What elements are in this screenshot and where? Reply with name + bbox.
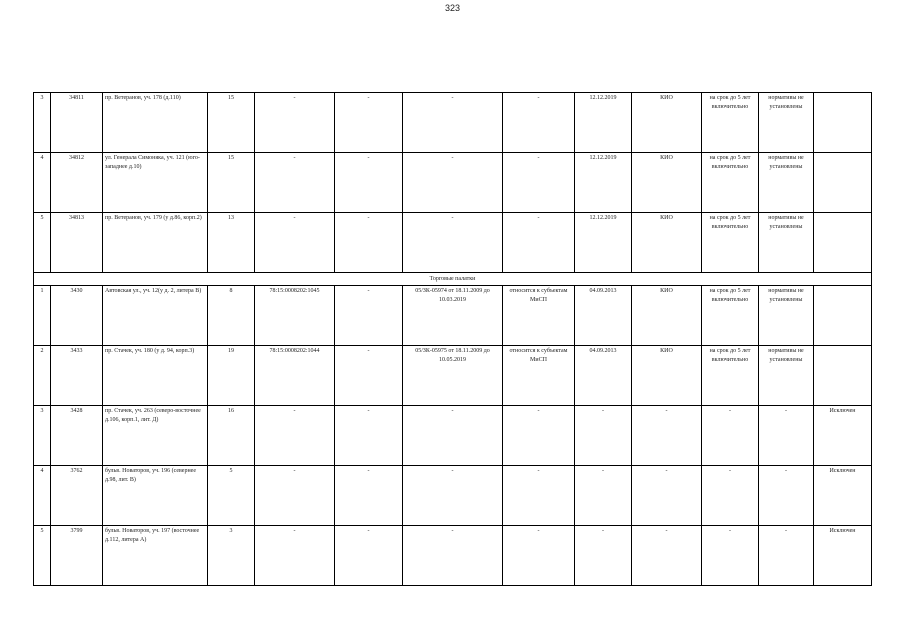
- cell-note: [814, 93, 872, 153]
- cell-date: 12.12.2019: [575, 153, 632, 213]
- cell-address: бульв. Новаторов, уч. 196 (севернее д.98, лит. В): [103, 466, 208, 526]
- cell-subject-status: -: [503, 406, 575, 466]
- cell-date: 04.09.2013: [575, 286, 632, 346]
- cell-column-5: -: [335, 346, 403, 406]
- table-row: [34, 213, 872, 273]
- document-table: [33, 92, 872, 586]
- cell-area: 13: [208, 213, 255, 273]
- cell-document: -: [403, 526, 503, 586]
- cell-note: Исключен: [814, 406, 872, 466]
- cell-organization: -: [632, 406, 702, 466]
- cell-norm: нормативы не установлены: [759, 153, 814, 213]
- cell-date: 12.12.2019: [575, 213, 632, 273]
- cell-term: на срок до 5 лет включительно: [702, 286, 759, 346]
- cell-area: 19: [208, 346, 255, 406]
- cell-document: -: [403, 153, 503, 213]
- cell-area: 15: [208, 93, 255, 153]
- section-title: Торговые палатки: [34, 273, 872, 286]
- cell-area: 3: [208, 526, 255, 586]
- cell-address: пр. Стачек, уч. 263 (северо-восточнее д.106, корп.1, лит. Д): [103, 406, 208, 466]
- cell-document: 05/ЗК-05974 от 18.11.2009 до 10.03.2019: [403, 286, 503, 346]
- cell-subject-status: относится к субъектам МиСП: [503, 286, 575, 346]
- cell-note: [814, 286, 872, 346]
- cell-area: 15: [208, 153, 255, 213]
- cell-cadastral-number: 78:15:0008202:1044: [255, 346, 335, 406]
- cell-subject-status: -: [503, 213, 575, 273]
- table-row: [34, 526, 872, 586]
- cell-term: -: [702, 466, 759, 526]
- cell-row-number: 2: [34, 346, 51, 406]
- cell-column-5: -: [335, 406, 403, 466]
- cell-note: [814, 153, 872, 213]
- cell-address: бульв. Новаторов, уч. 197 (восточнее д.112, литера А): [103, 526, 208, 586]
- cell-cadastral-number: 78:15:0008202:1045: [255, 286, 335, 346]
- cell-date: -: [575, 466, 632, 526]
- cell-area: 5: [208, 466, 255, 526]
- cell-date: -: [575, 526, 632, 586]
- cell-date: -: [575, 406, 632, 466]
- cell-term: на срок до 5 лет включительно: [702, 153, 759, 213]
- cell-document: -: [403, 93, 503, 153]
- cell-note: Исключен: [814, 466, 872, 526]
- cell-subject-status: -: [503, 526, 575, 586]
- cell-row-number: 1: [34, 286, 51, 346]
- cell-organization: КИО: [632, 286, 702, 346]
- cell-norm: нормативы не установлены: [759, 213, 814, 273]
- cell-subject-status: -: [503, 153, 575, 213]
- cell-column-5: -: [335, 526, 403, 586]
- cell-norm: -: [759, 526, 814, 586]
- cell-object-code: 3430: [51, 286, 103, 346]
- cell-column-5: -: [335, 93, 403, 153]
- cell-norm: -: [759, 466, 814, 526]
- cell-object-code: 34812: [51, 153, 103, 213]
- cell-area: 16: [208, 406, 255, 466]
- cell-term: на срок до 5 лет включительно: [702, 213, 759, 273]
- cell-norm: нормативы не установлены: [759, 286, 814, 346]
- cell-cadastral-number: -: [255, 406, 335, 466]
- cell-cadastral-number: -: [255, 526, 335, 586]
- cell-organization: КИО: [632, 93, 702, 153]
- cell-document: -: [403, 213, 503, 273]
- cell-area: 8: [208, 286, 255, 346]
- cell-object-code: 34811: [51, 93, 103, 153]
- cell-address: пр. Ветеранов, уч. 178 (д.110): [103, 93, 208, 153]
- cell-cadastral-number: -: [255, 93, 335, 153]
- cell-object-code: 3428: [51, 406, 103, 466]
- cell-row-number: 5: [34, 526, 51, 586]
- section-header-row: [34, 273, 872, 286]
- table-row: [34, 286, 872, 346]
- cell-subject-status: относится к субъектам МиСП: [503, 346, 575, 406]
- cell-note: Исключен: [814, 526, 872, 586]
- cell-address: ул. Генерала Симоняка, уч. 121 (юго-западнее д.10): [103, 153, 208, 213]
- cell-object-code: 3762: [51, 466, 103, 526]
- cell-norm: -: [759, 406, 814, 466]
- table-row: [34, 346, 872, 406]
- cell-organization: -: [632, 526, 702, 586]
- cell-object-code: 3799: [51, 526, 103, 586]
- cell-norm: нормативы не установлены: [759, 346, 814, 406]
- cell-address: Автовская ул., уч. 12(у д. 2, литера В): [103, 286, 208, 346]
- cell-document: -: [403, 466, 503, 526]
- cell-row-number: 5: [34, 213, 51, 273]
- cell-document: -: [403, 406, 503, 466]
- cell-organization: -: [632, 466, 702, 526]
- cell-column-5: -: [335, 286, 403, 346]
- table-row: [34, 466, 872, 526]
- cell-organization: КИО: [632, 346, 702, 406]
- page-number: 323: [444, 3, 461, 13]
- cell-object-code: 34813: [51, 213, 103, 273]
- cell-date: 12.12.2019: [575, 93, 632, 153]
- cell-column-5: -: [335, 213, 403, 273]
- cell-norm: нормативы не установлены: [759, 93, 814, 153]
- cell-organization: КИО: [632, 213, 702, 273]
- cell-term: -: [702, 406, 759, 466]
- cell-cadastral-number: -: [255, 466, 335, 526]
- table-row: [34, 153, 872, 213]
- cell-column-5: -: [335, 153, 403, 213]
- cell-term: на срок до 5 лет включительно: [702, 346, 759, 406]
- cell-row-number: 4: [34, 466, 51, 526]
- cell-note: [814, 346, 872, 406]
- cell-note: [814, 213, 872, 273]
- cell-row-number: 4: [34, 153, 51, 213]
- table-row: [34, 406, 872, 466]
- cell-cadastral-number: -: [255, 153, 335, 213]
- cell-organization: КИО: [632, 153, 702, 213]
- cell-term: на срок до 5 лет включительно: [702, 93, 759, 153]
- table-row: [34, 93, 872, 153]
- cell-column-5: -: [335, 466, 403, 526]
- cell-row-number: 3: [34, 93, 51, 153]
- cell-date: 04.09.2013: [575, 346, 632, 406]
- cell-row-number: 3: [34, 406, 51, 466]
- cell-address: пр. Ветеранов, уч. 179 (у д.86, корп.2): [103, 213, 208, 273]
- cell-cadastral-number: -: [255, 213, 335, 273]
- cell-subject-status: -: [503, 93, 575, 153]
- cell-document: 05/ЗК-05975 от 18.11.2009 до 10.05.2019: [403, 346, 503, 406]
- cell-term: -: [702, 526, 759, 586]
- cell-object-code: 3433: [51, 346, 103, 406]
- cell-subject-status: -: [503, 466, 575, 526]
- cell-address: пр. Стачек, уч. 180 (у д. 94, корп.3): [103, 346, 208, 406]
